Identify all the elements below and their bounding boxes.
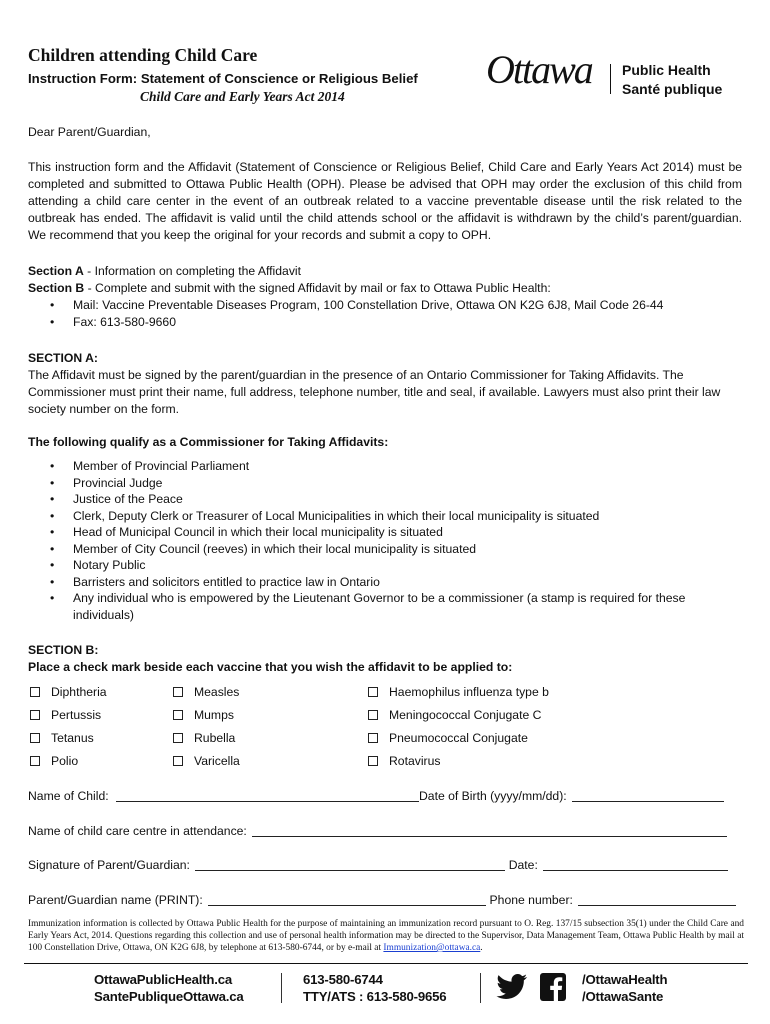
twitter-icon[interactable]	[496, 974, 528, 1000]
dob-label: Date of Birth (yyyy/mm/dd):	[419, 789, 567, 803]
logo-wordmark: Ottawa	[486, 47, 592, 92]
footer-site-fr[interactable]: SantePubliqueOttawa.ca	[94, 989, 244, 1004]
footer-social-en[interactable]: /OttawaHealth	[582, 972, 668, 987]
section-a-overview	[28, 263, 301, 280]
vaccine-label: Diphtheria	[51, 685, 107, 699]
phone-input[interactable]	[578, 894, 736, 906]
checkbox-tetanus[interactable]	[30, 730, 94, 746]
checkbox-icon[interactable]	[368, 710, 378, 720]
list-item: • Barristers and solicitors entitled to practice law in Ontario	[28, 574, 742, 591]
checkbox-icon[interactable]	[173, 687, 183, 697]
ottawa-public-health-logo	[486, 44, 746, 100]
checkbox-icon[interactable]	[173, 733, 183, 743]
checkbox-rotavirus[interactable]	[368, 753, 440, 769]
intro-paragraph: This instruction form and the Affidavit (Statement of Conscience or Religious Belief, Child Care and Early Years Act 2014) must be completed and submitted to Ottawa Public Health (OPH). Please be advised that OPH may order the exclusion of this child from attending a child care center in the event of an outbreak related to a vaccine preventable disease until the risk related to the outbreak has ended. The affidavit is valid until the child attends school or the affidavit is withdrawn by the child’s parent/guardian. We recommend that you keep the original for your records and submit a copy to OPH.	[28, 160, 742, 242]
vaccine-label: Meningococcal Conjugate C	[389, 708, 542, 722]
vaccine-label: Measles	[194, 685, 240, 699]
section-b-instruction: Place a check mark beside each vaccine that you wish the affidavit to be applied to:	[28, 660, 513, 674]
section-a-heading: SECTION A:	[28, 351, 98, 365]
centre-input[interactable]	[252, 825, 727, 837]
logo-french: Santé publique	[622, 81, 723, 97]
checkbox-pneumococcal[interactable]	[368, 730, 528, 746]
checkbox-icon[interactable]	[368, 733, 378, 743]
footer-phone: 613-580-6744	[303, 972, 383, 987]
vaccine-label: Polio	[51, 754, 79, 768]
child-name-row	[28, 788, 724, 804]
checkbox-icon[interactable]	[30, 687, 40, 697]
list-item: • Member of City Council (reeves) in which their local municipality is situated	[28, 541, 742, 558]
signature-row	[28, 857, 728, 873]
submission-methods	[28, 297, 742, 330]
footer-divider	[24, 963, 748, 964]
logo-divider	[610, 64, 611, 94]
checkbox-icon[interactable]	[368, 687, 378, 697]
form-subtitle: Instruction Form: Statement of Conscience or Religious Belief	[28, 71, 418, 86]
checkbox-measles[interactable]	[173, 684, 239, 700]
checkbox-rubella[interactable]	[173, 730, 235, 746]
signature-input[interactable]	[195, 859, 505, 871]
phone-label: Phone number:	[489, 893, 573, 907]
guardian-name-input[interactable]	[208, 894, 486, 906]
footer-separator	[281, 973, 282, 1003]
greeting: Dear Parent/Guardian,	[28, 125, 151, 139]
checkbox-pertussis[interactable]	[30, 707, 101, 723]
facebook-icon[interactable]	[540, 973, 566, 1001]
child-name-label: Name of Child:	[28, 789, 109, 803]
date-label: Date:	[508, 858, 538, 872]
mail-address: • Mail: Vaccine Preventable Diseases Program, 100 Constellation Drive, Ottawa ON K2G 6J8, Mail Code 26-44	[28, 297, 742, 314]
checkbox-icon[interactable]	[30, 710, 40, 720]
vaccine-label: Rotavirus	[389, 754, 441, 768]
form-act: Child Care and Early Years Act 2014	[140, 89, 345, 104]
section-a-desc: - Information on completing the Affidavit	[83, 264, 302, 278]
footer-social-fr[interactable]: /OttawaSante	[582, 989, 664, 1004]
checkbox-varicella[interactable]	[173, 753, 240, 769]
list-item: • Any individual who is empowered by the Lieutenant Governor to be a commissioner (a stamp is required for these individuals)	[28, 590, 742, 623]
privacy-text: Immunization information is collected by Ottawa Public Health for the purpose of maintaining an immunization record pursuant to O. Reg. 137/15 subsection 35(1) under the Child Care and Early Years Act, 2014. Questions regarding this collection and use of personal health information may be directed to the Supervisor, Data Management Team, Ottawa Public Health by mail at 100 Constellation Drive, Ottawa, ON K2G 6J8, by telephone at 613-580-6744, or by e-mail at	[28, 919, 744, 953]
section-b-heading: SECTION B:	[28, 643, 99, 657]
vaccine-label: Varicella	[194, 754, 240, 768]
checkbox-hib[interactable]	[368, 684, 549, 700]
list-item: • Clerk, Deputy Clerk or Treasurer of Local Municipalities in which their local municipality is situated	[28, 508, 742, 525]
privacy-notice	[28, 918, 744, 954]
dob-input[interactable]	[572, 790, 724, 802]
guardian-name-row	[28, 892, 736, 908]
section-b-desc: - Complete and submit with the signed Affidavit by mail or fax to Ottawa Public Health:	[84, 281, 551, 295]
checkbox-icon[interactable]	[30, 756, 40, 766]
guardian-name-label: Parent/Guardian name (PRINT):	[28, 893, 203, 907]
footer-site-en[interactable]: OttawaPublicHealth.ca	[94, 972, 232, 987]
list-item: • Head of Municipal Council in which their local municipality is situated	[28, 524, 742, 541]
date-input[interactable]	[543, 859, 728, 871]
vaccine-label: Mumps	[194, 708, 234, 722]
email-link[interactable]: Immunization@ottawa.ca	[383, 943, 481, 953]
commissioner-list	[28, 458, 742, 623]
privacy-end: .	[480, 943, 483, 953]
list-item: • Member of Provincial Parliament	[28, 458, 742, 475]
logo-english: Public Health	[622, 62, 711, 78]
list-item: • Notary Public	[28, 557, 742, 574]
vaccine-label: Pneumococcal Conjugate	[389, 731, 528, 745]
vaccine-label: Haemophilus influenza type b	[389, 685, 549, 699]
child-name-input[interactable]	[116, 790, 419, 802]
vaccine-label: Pertussis	[51, 708, 102, 722]
checkbox-meningococcal[interactable]	[368, 707, 541, 723]
footer-separator	[480, 973, 481, 1003]
footer-tty: TTY/ATS : 613-580-9656	[303, 989, 447, 1004]
checkbox-icon[interactable]	[368, 756, 378, 766]
section-a-text: The Affidavit must be signed by the parent/guardian in the presence of an Ontario Commissioner for Taking Affidavits. The Commissioner must print their name, full address, telephone number, title and seal, if available. Lawyers must also print their law society number on the form.	[28, 368, 721, 416]
checkbox-icon[interactable]	[30, 733, 40, 743]
checkbox-polio[interactable]	[30, 753, 78, 769]
qualify-heading: The following qualify as a Commissioner for Taking Affidavits:	[28, 435, 389, 449]
checkbox-mumps[interactable]	[173, 707, 234, 723]
centre-row	[28, 823, 727, 839]
section-b-label: Section B	[28, 281, 85, 295]
checkbox-icon[interactable]	[173, 710, 183, 720]
vaccine-label: Rubella	[194, 731, 236, 745]
section-a-label: Section A	[28, 264, 84, 278]
signature-label: Signature of Parent/Guardian:	[28, 858, 190, 872]
fax-number: • Fax: 613-580-9660	[28, 314, 742, 331]
list-item: • Provincial Judge	[28, 475, 742, 492]
vaccine-label: Tetanus	[51, 731, 94, 745]
checkbox-diphtheria[interactable]	[30, 684, 107, 700]
list-item: • Justice of the Peace	[28, 491, 742, 508]
section-b-overview	[28, 280, 551, 297]
checkbox-icon[interactable]	[173, 756, 183, 766]
centre-label: Name of child care centre in attendance:	[28, 824, 247, 838]
form-title: Children attending Child Care	[28, 45, 258, 65]
